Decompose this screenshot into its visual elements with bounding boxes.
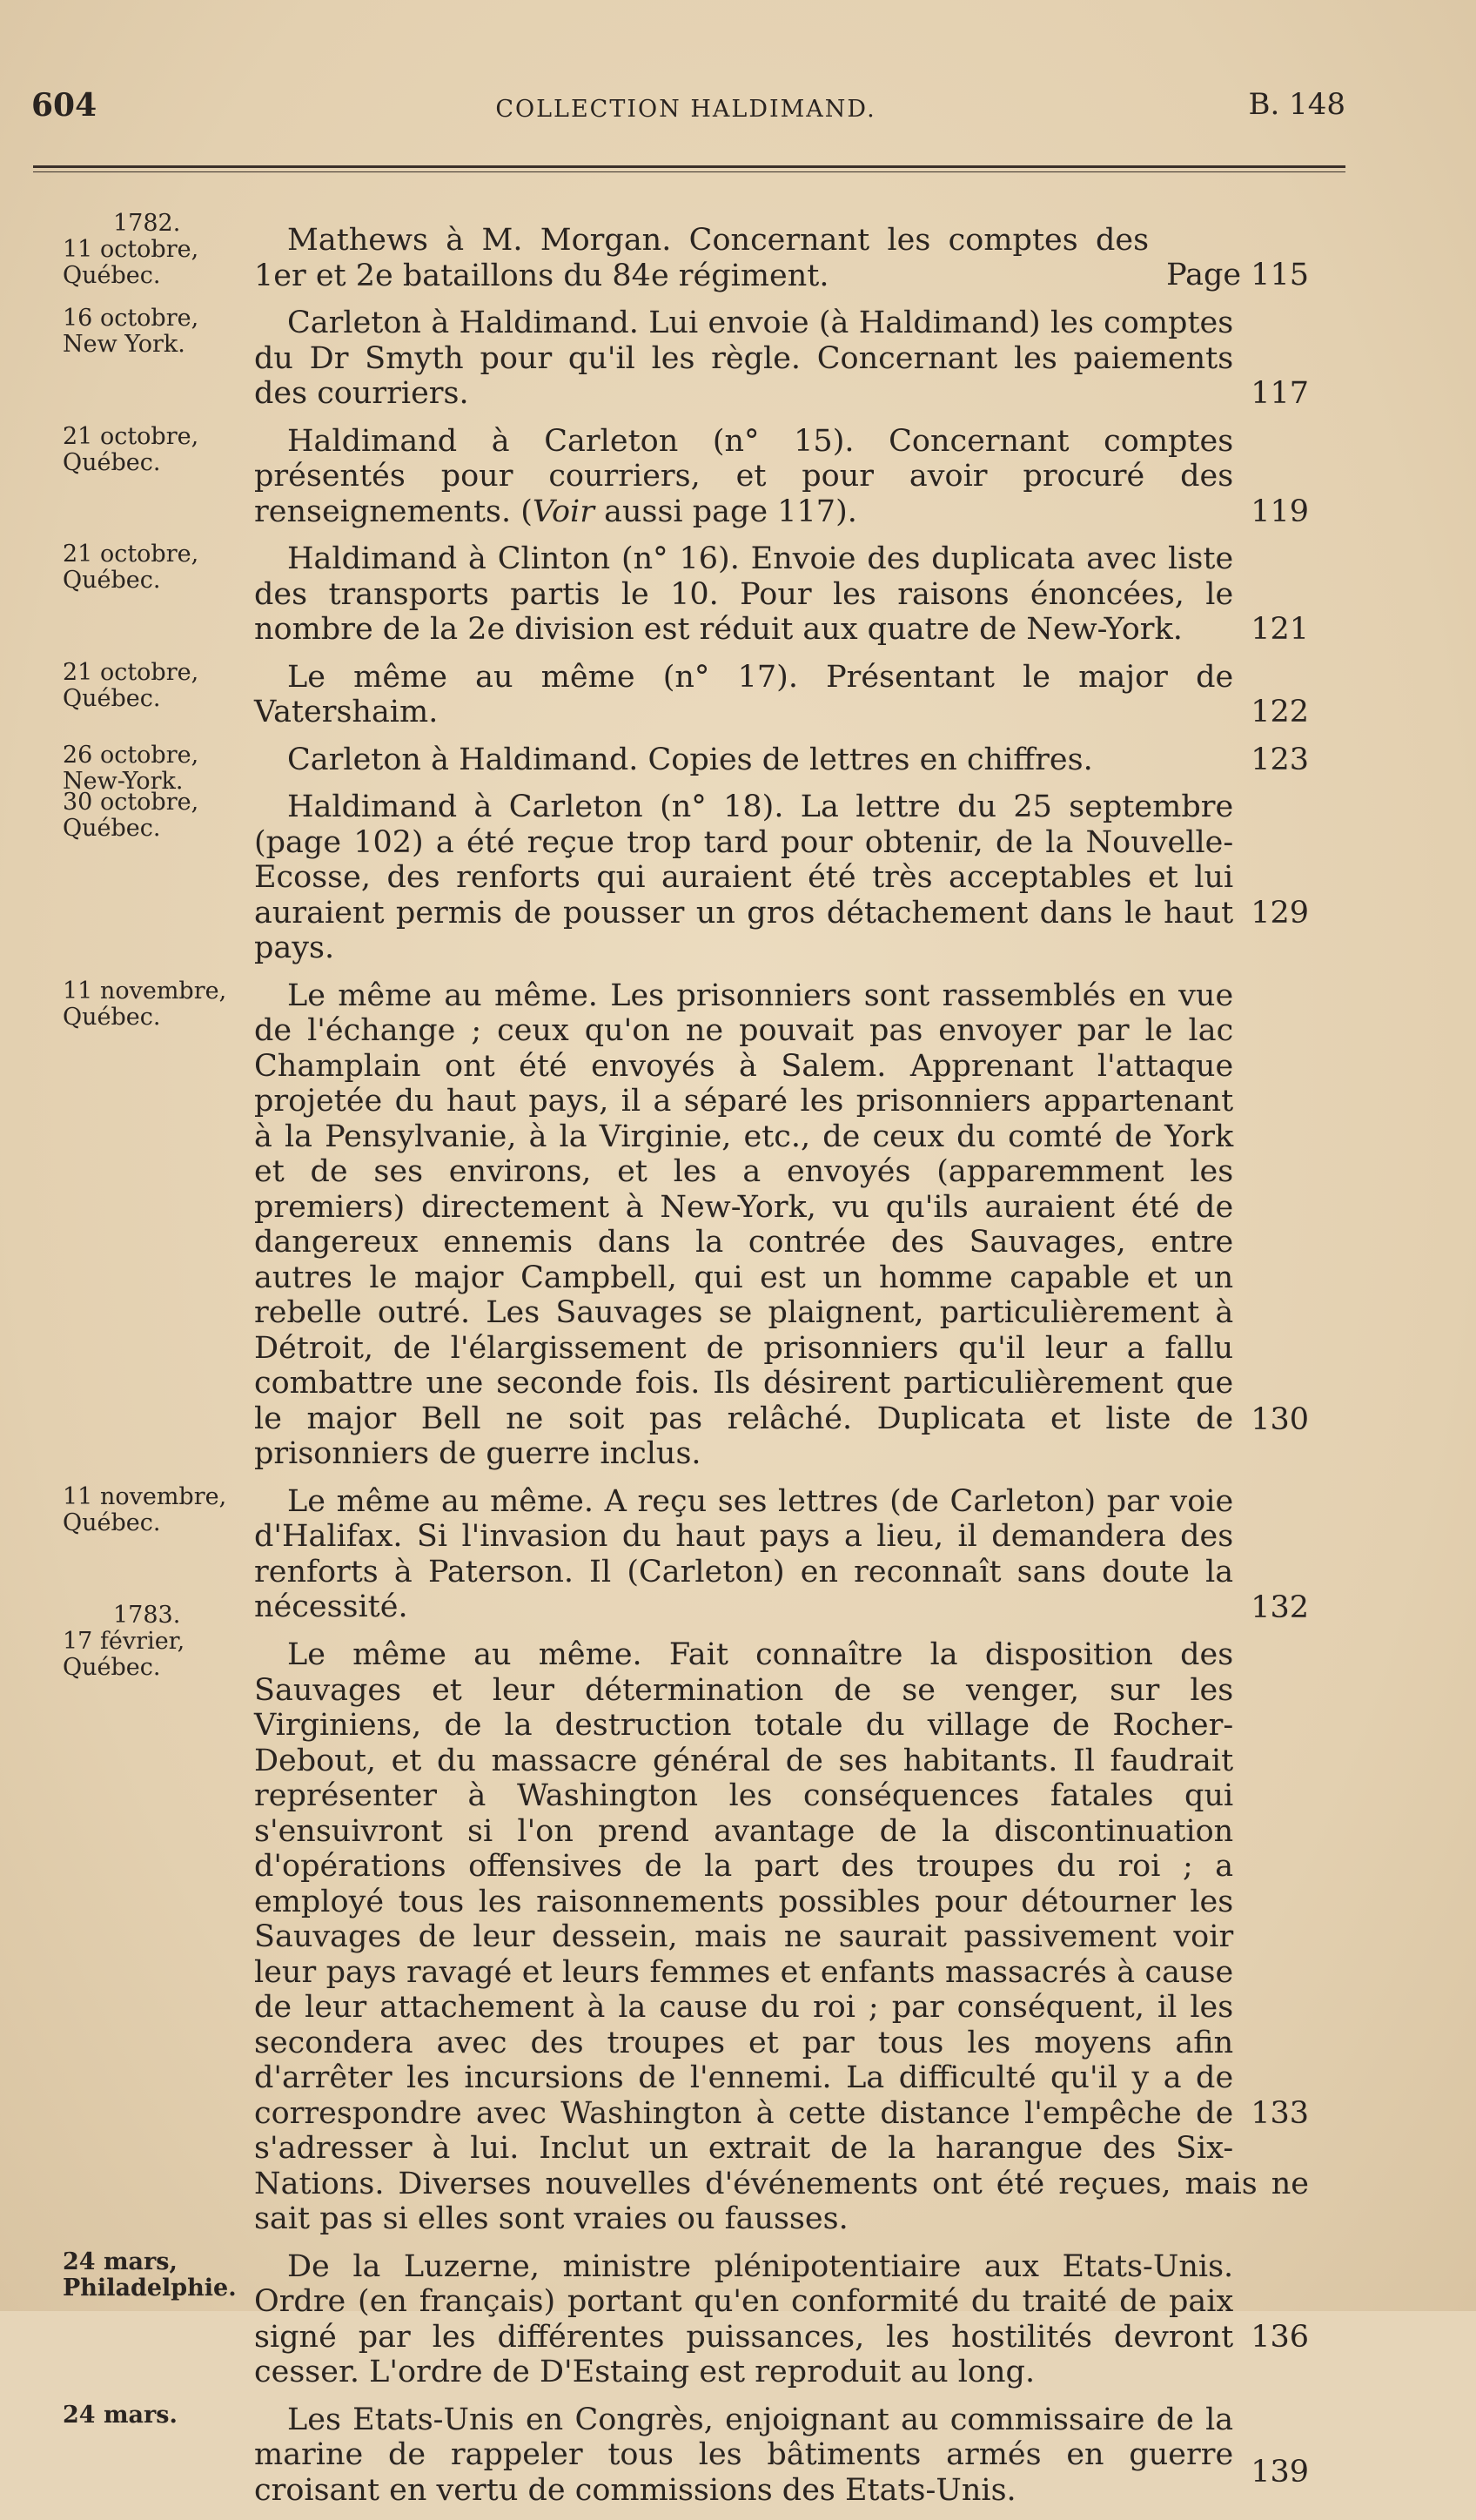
entry-date: 30 octobre,	[63, 789, 199, 816]
entry-text: 136 De la Luzerne, ministre plénipotentiaire aux Etats-Unis. Ordre (en français) portant qu'en conformité du traité de paix signé par les différentes puissances, les hostilités devront cesser. L'ordre de D'Estaing est reproduit au long.	[254, 2248, 1309, 2389]
entry-year: 1782.	[113, 210, 181, 237]
entry-date: 16 octobre,	[63, 305, 199, 332]
entry-date-place	[63, 790, 241, 842]
entry-date: 24 mars.	[63, 2401, 178, 2429]
entry-italic-voir: Voir	[532, 494, 594, 529]
entry-date: 24 mars,	[63, 2248, 178, 2275]
header-rule-thin	[33, 171, 1345, 172]
entry-place: Québec.	[63, 1509, 161, 1536]
collection-title: COLLECTION HALDIMAND.	[495, 96, 876, 123]
entry-place: Québec.	[63, 1654, 161, 1681]
volume-reference: B. 148	[1248, 87, 1345, 122]
page-number: 604	[31, 87, 97, 124]
calendar-entries	[0, 210, 1476, 2520]
entry-place: Québec.	[63, 1003, 161, 1031]
entry-page: 129	[1251, 896, 1309, 931]
calendar-entry	[0, 660, 1476, 730]
entry-date: 11 novembre,	[63, 1482, 227, 1510]
entry-place: Philadelphie.	[63, 2274, 237, 2302]
entry-date: 21 octobre,	[63, 422, 199, 450]
entry-page: 121	[1251, 612, 1309, 647]
entry-text: 122 Le même au même (n° 17). Présentant le major de Vatershaim.	[254, 659, 1309, 729]
entry-date-place	[63, 1484, 241, 1536]
entry-page: 132	[1251, 1589, 1309, 1625]
entry-place: Québec.	[63, 262, 161, 289]
calendar-entry	[0, 424, 1476, 530]
entry-place: Québec.	[63, 567, 161, 594]
entry-date: 11 novembre,	[63, 977, 227, 1005]
entry-page: 119	[1251, 494, 1309, 529]
calendar-entry	[0, 306, 1476, 412]
entry-text: 117 Carleton à Haldimand. Lui envoie (à Haldimand) les comptes du Dr Smyth pour qu'il les règle. Concernant les paiements des courriers.	[254, 306, 1309, 411]
calendar-entry	[0, 790, 1476, 966]
entry-page: 122	[1251, 694, 1309, 729]
entry-page: 117	[1251, 376, 1309, 411]
entry-date: 17 février,	[63, 1628, 185, 1655]
entry-date: 21 octobre,	[63, 541, 199, 568]
entry-date-place	[63, 306, 241, 358]
entry-text: 133 Le même au même. Fait connaître la disposition des Sauvages et leur détermination de se venger, sur les Virginiens, de la destruction totale du village de Rocher-Debout, et du massacre général de ses habitants. Il faudrait représenter à Washington les conséquences fatales qui s'ensuivront si l'on prend avantage de la discontinuation d'opérations offensives de la part des troupes du roi ; a employé tous les raisonnements possibles pour détourner les Sauvages de leur dessein, mais ne saurait passivement voir leur pays ravagé et leurs femmes et enfants massacrés à cause de leur attachement à la cause du roi ; par conséquent, il les secondera avec des troupes et par tous les moyens afin d'arrêter les incursions de l'ennemi. La difficulté qu'il y a de correspondre avec Washington à cette distance l'empêche de s'adresser à lui. Inclut un extrait de la harangue des Six-Nations. Diverses nouvelles d'événements ont été reçues, mais ne sait pas si elles sont vraies ou fausses.	[254, 1637, 1309, 2236]
entry-year: 1783.	[113, 1602, 181, 1629]
entry-text: 121 Haldimand à Clinton (n° 16). Envoie des duplicata avec liste des transports partis le 10. Pour les raisons énoncées, le nombre de la 2e division est réduit aux quatre de New-York.	[254, 541, 1309, 647]
calendar-entry	[0, 978, 1476, 1472]
entry-page: 139	[1251, 2454, 1309, 2490]
entry-page: 123	[1251, 742, 1309, 777]
entry-date-place	[63, 211, 241, 289]
entry-place: Québec.	[63, 684, 161, 712]
entry-place: New-York.	[63, 767, 184, 795]
entry-place: New York.	[63, 331, 185, 358]
entry-page: Page 115	[1166, 258, 1309, 292]
entry-page: 133	[1251, 2096, 1309, 2131]
entry-date-place	[63, 424, 241, 476]
entry-place: Québec.	[63, 815, 161, 842]
entry-date-place	[63, 541, 241, 594]
entry-text: 130 Le même au même. Les prisonniers sont rassemblés en vue de l'échange ; ceux qu'on ne pouvait pas envoyer par le lac Champlain ont été envoyés à Salem. Apprenant l'attaque projetée du haut pays, il a séparé les prisonniers appartenant à la Pensylvanie, à la Virginie, etc., de ceux du comté de York et de ses environs, et les a envoyés (apparemment les premiers) directement à New-York, vu qu'ils auraient été de dangereux ennemis dans la contrée des Sauvages, entre autres le major Campbell, qui est un homme capable et un rebelle outré. Les Sauvages se plaignent, particulièrement à Détroit, de l'élargissement de prisonniers qu'il leur a fallu combattre une seconde fois. Ils désirent particulièrement que le major Bell ne soit pas relâché. Duplicata et liste de prisonniers de guerre inclus.	[254, 978, 1309, 1471]
calendar-entry	[0, 741, 1476, 795]
entry-page: 130	[1251, 1401, 1309, 1437]
entry-page: 136	[1251, 2319, 1309, 2355]
entry-date-place	[63, 743, 241, 795]
entry-date-place	[63, 2402, 241, 2429]
entry-date-place	[63, 978, 241, 1031]
entry-date: 26 octobre,	[63, 741, 199, 769]
entry-date: 11 octobre,	[63, 236, 199, 263]
entry-place: Québec.	[63, 448, 161, 476]
running-header	[26, 87, 1345, 131]
entry-text: 129 Haldimand à Carleton (n° 18). La lettre du 25 septembre (page 102) a été reçue trop tard pour obtenir, de la Nouvelle-Ecosse, des renforts qui auraient été très acceptables et lui auraient permis de pousser un gros détachement dans le haut pays.	[254, 790, 1309, 965]
entry-text: 119 Haldimand à Carleton (n° 15). Concernant comptes présentés pour courriers, et pour avoir procuré des renseignements. (Voir aussi page 117).	[254, 423, 1309, 529]
calendar-entry	[0, 2249, 1476, 2390]
calendar-entry	[0, 211, 1476, 293]
entry-date-place	[63, 1603, 241, 1681]
calendar-entry	[0, 541, 1476, 648]
entry-date: 21 octobre,	[63, 658, 199, 686]
entry-date-place	[63, 2249, 241, 2302]
header-rule	[33, 165, 1345, 168]
entry-date-place	[63, 660, 241, 712]
entry-text: Page 115 Mathews à M. Morgan. Concernant les comptes des 1er et 2e bataillons du 84e régiment.	[254, 223, 1309, 293]
entry-text: 139 Les Etats-Unis en Congrès, enjoignant au commissaire de la marine de rappeler tous les bâtiments armés en guerre croisant en vertu de commissions des Etats-Unis.	[254, 2402, 1309, 2508]
calendar-entry	[0, 2402, 1476, 2509]
entry-text: 132 Le même au même. A reçu ses lettres (de Carleton) par voie d'Halifax. Si l'invasion du haut pays a lieu, il demandera des renforts à Paterson. Il (Carleton) en reconnaît sans doute la nécessité.	[254, 1483, 1309, 1625]
entry-text: 123 Carleton à Haldimand. Copies de lettres en chiffres.	[287, 742, 1309, 777]
